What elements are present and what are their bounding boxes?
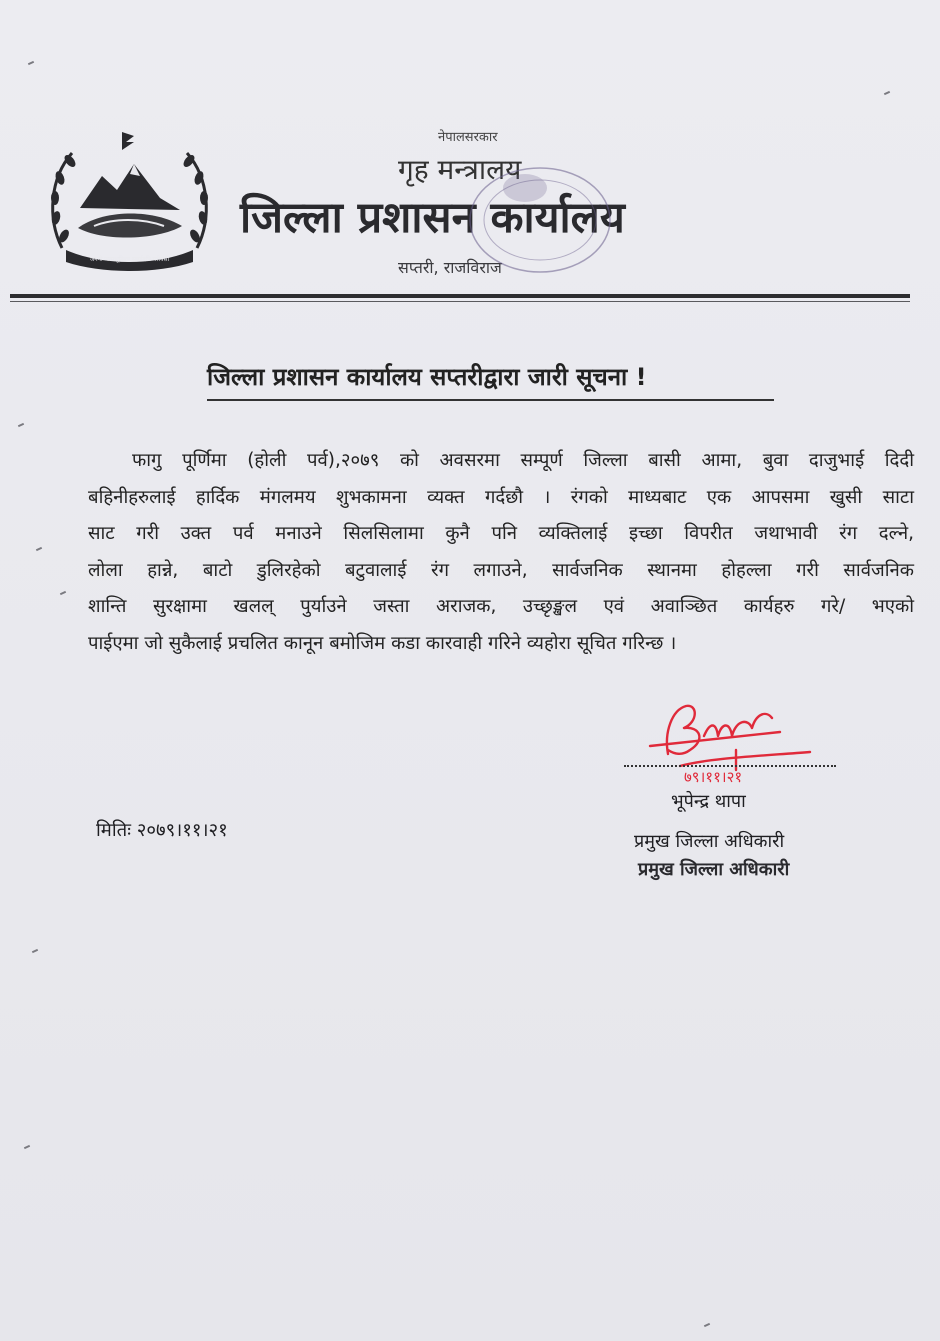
body-line: साट गरी उक्त पर्व मनाउने सिलसिलामा कुनै पनि व्यक्तिलाई इच्छा विपरीत जथाभावी रंग दल्ने, (88, 523, 914, 544)
header-divider-thin (10, 301, 910, 302)
signature-line (624, 765, 836, 767)
govt-label: नेपालसरकार (438, 130, 498, 145)
signer-title: प्रमुख जिल्ला अधिकारी (634, 831, 785, 852)
handwritten-signature-icon (620, 692, 840, 792)
notice-title-underline (207, 399, 774, 401)
nepal-emblem-icon (42, 128, 217, 273)
ministry-name: गृह मन्त्रालय (398, 153, 522, 186)
scan-speck (24, 1145, 30, 1149)
notice-body (88, 443, 914, 662)
body-line: लोला हान्ने, बाटो डुलिरहेको बटुवालाई रंग लगाउने, सार्वजनिक स्थानमा होहल्ला गरी सार्वजनिक (88, 559, 914, 581)
scan-speck (28, 61, 34, 65)
scan-speck (60, 591, 66, 595)
scan-speck (32, 949, 38, 953)
signer-title-stamp: प्रमुख जिल्ला अधिकारी (638, 859, 790, 880)
svg-text:जननी जन्मभूमिश्च स्वर्गादपि गर: जननी जन्मभूमिश्च स्वर्गादपि गरीयसी (89, 256, 170, 263)
signer-name: भूपेन्द्र थापा (671, 791, 746, 812)
scan-speck (36, 547, 42, 551)
office-address: सप्तरी, राजविराज (398, 258, 502, 277)
scan-speck (704, 1323, 710, 1327)
body-line: फागु पूर्णिमा (होली पर्व),२०७९ को अवसरमा सम्पूर्ण जिल्ला बासी आमा, बुवा दाजुभाई दिदी (132, 450, 914, 471)
body-line: बहिनीहरुलाई हार्दिक मंगलमय शुभकामना व्यक्त गर्दछौ । रंगको माध्यबाट एक आपसमा खुसी साटा (88, 486, 914, 508)
office-name: जिल्ला प्रशासन कार्यालय (240, 193, 625, 243)
issue-date: मितिः २०७९।११।२१ (96, 820, 228, 841)
scan-speck (884, 91, 890, 95)
scan-speck (18, 423, 24, 427)
notice-title: जिल्ला प्रशासन कार्यालय सप्तरीद्वारा जारी सूचना ! (207, 363, 647, 391)
body-line: शान्ति सुरक्षामा खलल् पुर्याउने जस्ता अराजक, उच्छृङ्खल एवं अवाञ्छित कार्यहरु गरे/ भएको (88, 596, 914, 617)
header-divider (10, 294, 910, 298)
svg-text:७९।११।२१: ७९।११।२१ (684, 768, 743, 786)
body-line: पाईएमा जो सुकैलाई प्रचलित कानून बमोजिम कडा कारवाही गरिने व्यहोरा सूचित गरिन्छ । (88, 632, 677, 654)
round-stamp-icon (445, 160, 615, 290)
